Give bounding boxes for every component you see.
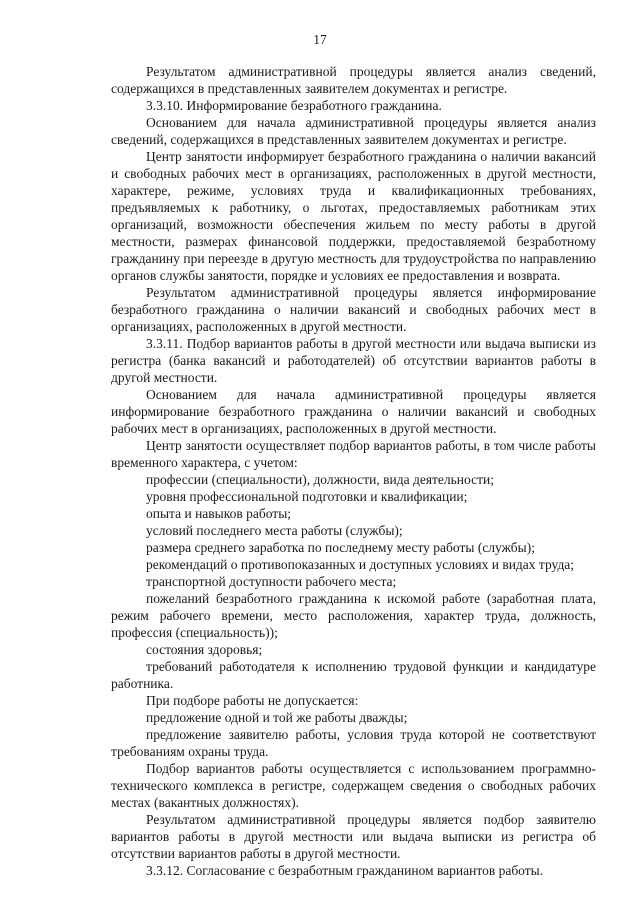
paragraph: Результатом административной процедуры является информирование безработного гражданина о наличии вакансий и свободных рабочих мест в организациях, расположенных в другой местности. (111, 285, 596, 334)
list-item: предложение заявителю работы, условия труда которой не соответствуют требованиям охраны труда. (111, 727, 596, 759)
paragraph: Результатом административной процедуры является подбор заявителю вариантов работы в другой местности или выдача выписки из регистра об отсутствии вариантов работы в другой местности. (111, 812, 596, 861)
list-item: пожеланий безработного гражданина к искомой работе (заработная плата, режим рабочего времени, место расположения, характер труда, должность, профессия (специальность)); (111, 591, 596, 640)
list-item: состояния здоровья; (146, 642, 263, 657)
document-body (111, 63, 596, 879)
list-item: опыта и навыков работы; (146, 506, 292, 521)
paragraph: Основанием для начала административной процедуры является анализ сведений, содержащихся в представленных заявителем документах и регистре. (111, 115, 596, 147)
section-heading: 3.3.12. Согласование с безработным гражданином вариантов работы. (146, 863, 544, 878)
section-heading: 3.3.10. Информирование безработного гражданина. (146, 98, 442, 113)
paragraph: Подбор вариантов работы осуществляется с использованием программно-технического комплекса в регистре, содержащем сведения о свободных рабочих местах (вакантных должностях). (111, 761, 596, 810)
paragraph: Результатом административной процедуры является анализ сведений, содержащихся в представленных заявителем документах и регистре. (111, 64, 596, 96)
list-item: требований работодателя к исполнению трудовой функции и кандидатуре работника. (111, 659, 596, 691)
list-item: условий последнего места работы (службы); (146, 523, 403, 538)
paragraph: Центр занятости осуществляет подбор вариантов работы, в том числе работы временного характера, с учетом: (111, 438, 596, 470)
paragraph: При подборе работы не допускается: (146, 693, 359, 708)
list-item: уровня профессиональной подготовки и квалификации; (146, 489, 468, 504)
list-item: профессии (специальности), должности, вида деятельности; (146, 472, 494, 487)
list-item: размера среднего заработка по последнему месту работы (службы); (146, 540, 535, 555)
list-item: рекомендаций о противопоказанных и доступных условиях и видах труда; (146, 557, 575, 572)
list-item: транспортной доступности рабочего места; (146, 574, 397, 589)
paragraph: Основанием для начала административной процедуры является информирование безработного гражданина о наличии вакансий и свободных рабочих мест в организациях, расположенных в другой местности. (111, 387, 596, 436)
page-number: 17 (313, 32, 327, 47)
list-item: предложение одной и той же работы дважды; (146, 710, 408, 725)
paragraph: Центр занятости информирует безработного гражданина о наличии вакансий и свободных рабочих мест в организациях, расположенных в другой местности, характере, режиме, условиях труда и квалификационных требованиях, предъявляемых к работнику, о льготах, предоставляемых работникам этих организаций, возможности обеспечения жильем по месту работы в другой местности, размерах финансовой поддержки, предоставляемой безработному гражданину при переезде в другую местность для трудоустройства по направлению органов службы занятости, порядке и условиях ее предоставления и возврата. (111, 149, 596, 283)
section-heading: 3.3.11. Подбор вариантов работы в другой местности или выдача выписки из регистра (банка вакансий и работодателей) об отсутствии вариантов работы в другой местности. (111, 336, 596, 385)
